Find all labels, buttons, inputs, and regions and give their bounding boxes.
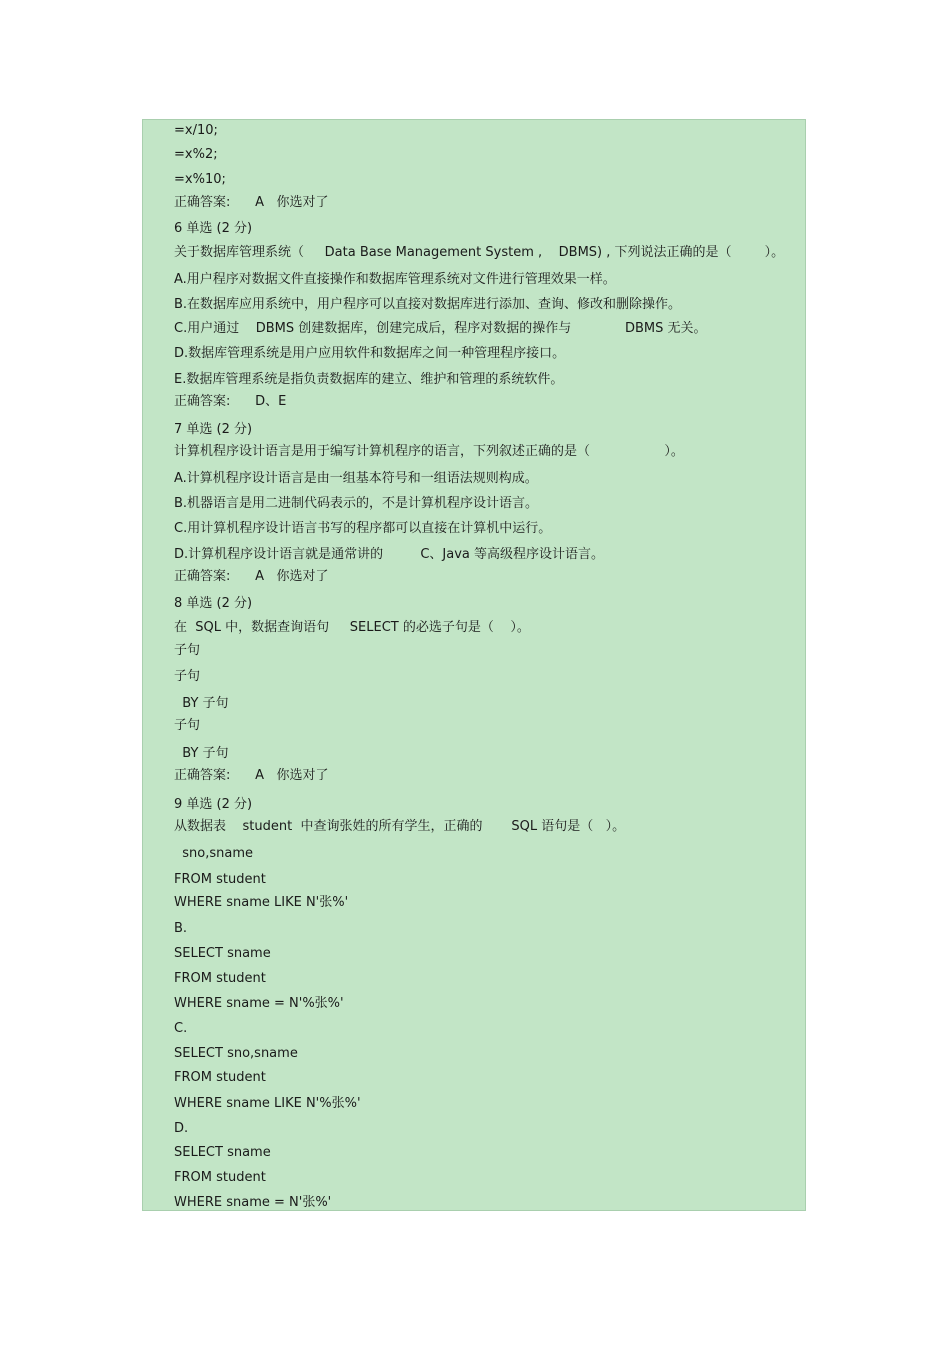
option-letter: B.	[174, 921, 188, 936]
option: C.用户通过 DBMS 创建数据库，创建完成后，程序对数据的操作与 DBMS 无关。	[174, 321, 707, 336]
option: A.用户程序对数据文件直接操作和数据库管理系统对文件进行管理效果一样。	[174, 272, 616, 287]
option: D.数据库管理系统是用户应用软件和数据库之间一种管理程序接口。	[174, 346, 566, 361]
question-text: 计算机程序设计语言是用于编写计算机程序的语言，下列叙述正确的是（ ）。	[174, 444, 684, 459]
question-text: 从数据表 student 中查询张姓的所有学生，正确的 SQL 语句是（ ）。	[174, 819, 626, 834]
code-line: SELECT sno,sname	[174, 1046, 298, 1061]
option: C.用计算机程序设计语言书写的程序都可以直接在计算机中运行。	[174, 521, 552, 536]
option: E.数据库管理系统是指负责数据库的建立、维护和管理的系统软件。	[174, 372, 564, 387]
code-line: =x/10;	[174, 123, 218, 138]
code-line: FROM student	[174, 1170, 266, 1185]
question-header: 8 单选 (2 分)	[174, 596, 253, 611]
option: BY 子句	[174, 696, 229, 711]
code-line: WHERE sname = N'张%'	[174, 1195, 332, 1210]
code-line: =x%2;	[174, 147, 218, 162]
question-text: 在 SQL 中，数据查询语句 SELECT 的必选子句是（ ）。	[174, 620, 530, 635]
code-line: FROM student	[174, 1070, 266, 1085]
code-line: =x%10;	[174, 172, 226, 187]
code-line: sno,sname	[174, 846, 254, 861]
code-line: WHERE sname = N'%张%'	[174, 996, 344, 1011]
option: BY 子句	[174, 746, 229, 761]
code-line: WHERE sname LIKE N'%张%'	[174, 1096, 361, 1111]
code-line: WHERE sname LIKE N'张%'	[174, 895, 349, 910]
question-header: 7 单选 (2 分)	[174, 422, 253, 437]
answer-line: 正确答案: A 你选对了	[174, 195, 329, 210]
option: B.机器语言是用二进制代码表示的，不是计算机程序设计语言。	[174, 496, 539, 511]
option-letter: C.	[174, 1021, 188, 1036]
option: 子句	[174, 643, 201, 658]
question-header: 9 单选 (2 分)	[174, 797, 253, 812]
option: A.计算机程序设计语言是由一组基本符号和一组语法规则构成。	[174, 471, 538, 486]
answer-line: 正确答案: D、E	[174, 394, 287, 409]
code-line: SELECT sname	[174, 946, 271, 961]
option: D.计算机程序设计语言就是通常讲的 C、Java 等高级程序设计语言。	[174, 547, 605, 562]
option-letter: D.	[174, 1121, 189, 1136]
option: B.在数据库应用系统中，用户程序可以直接对数据库进行添加、查询、修改和删除操作。	[174, 297, 682, 312]
option: 子句	[174, 669, 201, 684]
code-line: SELECT sname	[174, 1145, 271, 1160]
answer-line: 正确答案: A 你选对了	[174, 768, 329, 783]
question-header: 6 单选 (2 分)	[174, 221, 253, 236]
option: 子句	[174, 718, 201, 733]
question-text: 关于数据库管理系统（ Data Base Management System , DBMS) , 下列说法正确的是（ ）。	[174, 245, 785, 260]
code-line: FROM student	[174, 971, 266, 986]
code-line: FROM student	[174, 872, 266, 887]
answer-line: 正确答案: A 你选对了	[174, 569, 329, 584]
